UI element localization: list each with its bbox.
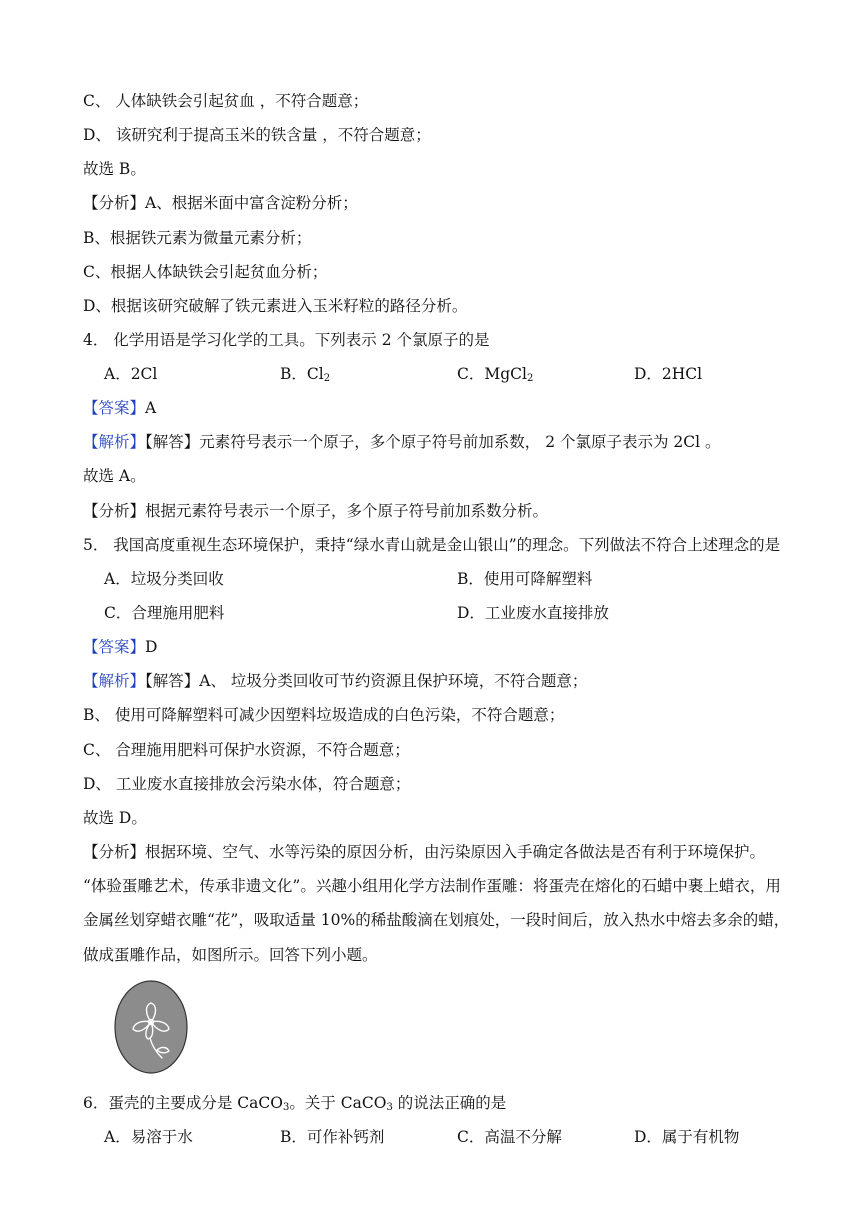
- text-line: D、 该研究利于提高玉米的铁含量 ，不符合题意；: [83, 126, 431, 144]
- question-5-stem: 5． 我国高度重视生态环境保护，秉持“绿水青山就是金山银山”的理念。下列做法不符合上述理念的是: [83, 536, 781, 554]
- q5-option-d: D．工业废水直接排放: [457, 604, 609, 622]
- text-line: 【分析】A、根据米面中富含淀粉分析；: [83, 194, 358, 212]
- q4-explanation: 【解析】【解答】元素符号表示一个原子，多个原子符号前加系数， 2 个氯原子表示为 2Cl 。: [83, 433, 721, 451]
- question-6-stem: 6．蛋壳的主要成分是 CaCO$_3$。关于 CaCO$_3$ 的说法正确的是: [83, 1094, 507, 1113]
- q4-option-b: B．$Cl_2$: [280, 365, 331, 384]
- text-line: D、 工业废水直接排放会污染水体，符合题意；: [83, 775, 411, 793]
- q4-option-a: A．2Cl: [104, 365, 158, 383]
- passage-line: “体验蛋雕艺术，传承非遗文化”。兴趣小组用化学方法制作蛋雕：将蛋壳在熔化的石蜡中裹上蜡衣，用: [83, 877, 781, 895]
- q5-answer: 【答案】D: [83, 638, 158, 656]
- passage-line: 金属丝划穿蜡衣雕“花”，吸取适量 10%的稀盐酸滴在划痕处，一段时间后，放入热水中熔去多余的蜡，: [83, 911, 790, 929]
- passage-line: 做成蛋雕作品，如图所示。回答下列小题。: [83, 946, 378, 964]
- q5-explanation: 【解析】【解答】A、 垃圾分类回收可节约资源且保护环境，不符合题意；: [83, 672, 588, 690]
- q5-option-a: A．垃圾分类回收: [104, 570, 224, 588]
- q6-option-d: D．属于有机物: [634, 1128, 740, 1146]
- q4-choose: 故选 A。: [83, 467, 146, 485]
- q4-analysis: 【分析】根据元素符号表示一个原子，多个原子符号前加系数分析。: [83, 502, 549, 520]
- q5-option-b: B．使用可降解塑料: [457, 570, 593, 588]
- q4-answer: 【答案】A: [83, 399, 157, 417]
- text-line: B、根据铁元素为微量元素分析；: [83, 229, 312, 247]
- q5-choose: 故选 D。: [83, 809, 147, 827]
- q6-option-b: B．可作补钙剂: [280, 1128, 385, 1146]
- q4-option-c: C．MgCl$_2$: [457, 365, 534, 384]
- text-line: 故选 B。: [83, 160, 146, 178]
- text-line: C、根据人体缺铁会引起贫血分析；: [83, 263, 328, 281]
- egg-carving-flower-icon: [112, 978, 190, 1076]
- question-4-stem: 4． 化学用语是学习化学的工具。下列表示 2 个氯原子的是: [83, 331, 490, 349]
- q6-option-c: C．高温不分解: [457, 1128, 562, 1146]
- text-line: B、 使用可降解塑料可减少因塑料垃圾造成的白色污染，不符合题意；: [83, 706, 565, 724]
- q4-option-d: D．2HCl: [634, 365, 703, 383]
- q6-option-a: A．易溶于水: [104, 1128, 193, 1146]
- text-line: D、根据该研究破解了铁元素进入玉米籽粒的路径分析。: [83, 297, 468, 315]
- text-line: C、 人体缺铁会引起贫血 ，不符合题意；: [83, 92, 369, 110]
- q5-analysis: 【分析】根据环境、空气、水等污染的原因分析，由污染原因入手确定各做法是否有利于环境保护。: [83, 843, 766, 861]
- text-line: C、 合理施用肥料可保护水资源，不符合题意；: [83, 741, 410, 759]
- q5-option-c: C．合理施用肥料: [104, 604, 225, 622]
